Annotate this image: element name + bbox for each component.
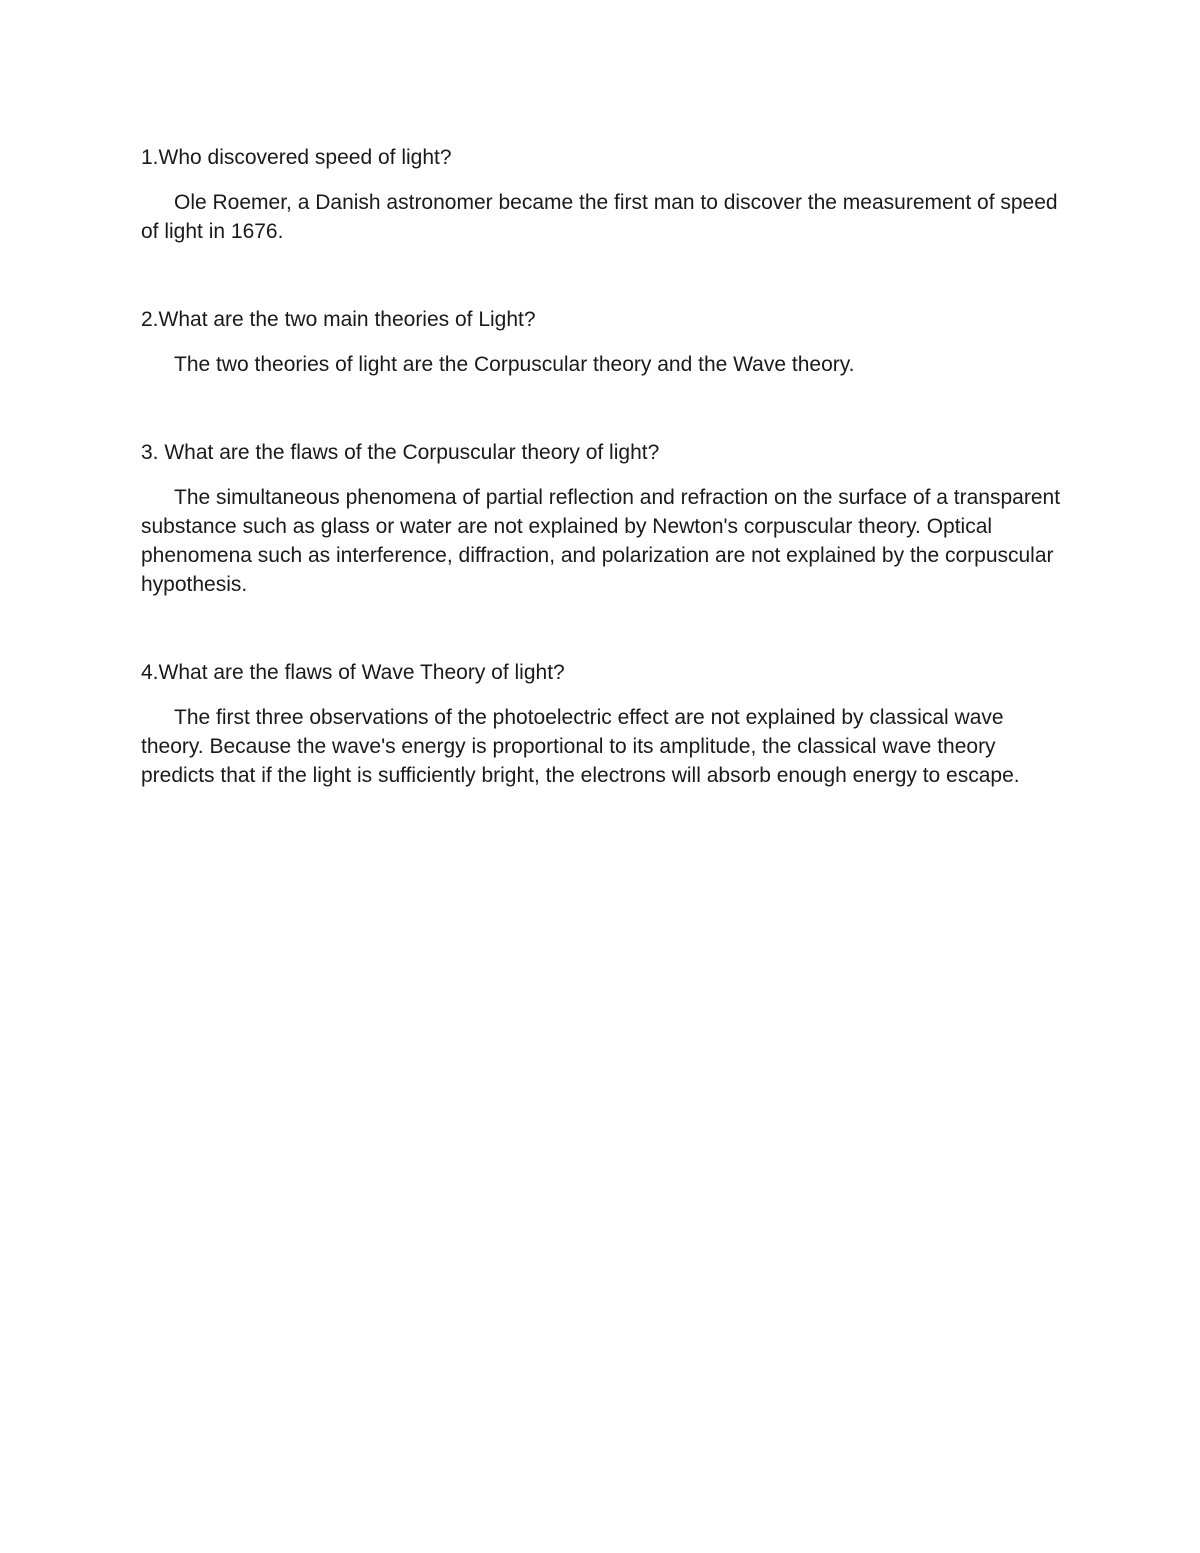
question-3: 3. What are the flaws of the Corpuscular theory of light? [141, 441, 660, 464]
question-2: 2.What are the two main theories of Light? [141, 308, 536, 331]
question-4: 4.What are the flaws of Wave Theory of light? [141, 661, 565, 684]
qa-item-2 [141, 305, 1061, 379]
answer-1: Ole Roemer, a Danish astronomer became the first man to discover the measurement of speed of light in 1676. [141, 191, 1058, 243]
qa-item-1 [141, 143, 1061, 246]
qa-item-4 [141, 658, 1061, 790]
answer-2: The two theories of light are the Corpuscular theory and the Wave theory. [174, 353, 855, 376]
document-body [141, 143, 1061, 849]
question-1: 1.Who discovered speed of light? [141, 146, 452, 169]
qa-item-3 [141, 438, 1061, 599]
answer-3: The simultaneous phenomena of partial reflection and refraction on the surface of a transparent substance such as glass or water are not explained by Newton's corpuscular theory. Optical phenomena such as interference, diffraction, and polarization are not explained by the corpuscular hypothesis. [141, 486, 1061, 596]
answer-4: The first three observations of the photoelectric effect are not explained by classical wave theory. Because the wave's energy is proportional to its amplitude, the classical wave theory predicts that if the light is sufficiently bright, the electrons will absorb enough energy to escape. [141, 706, 1020, 787]
